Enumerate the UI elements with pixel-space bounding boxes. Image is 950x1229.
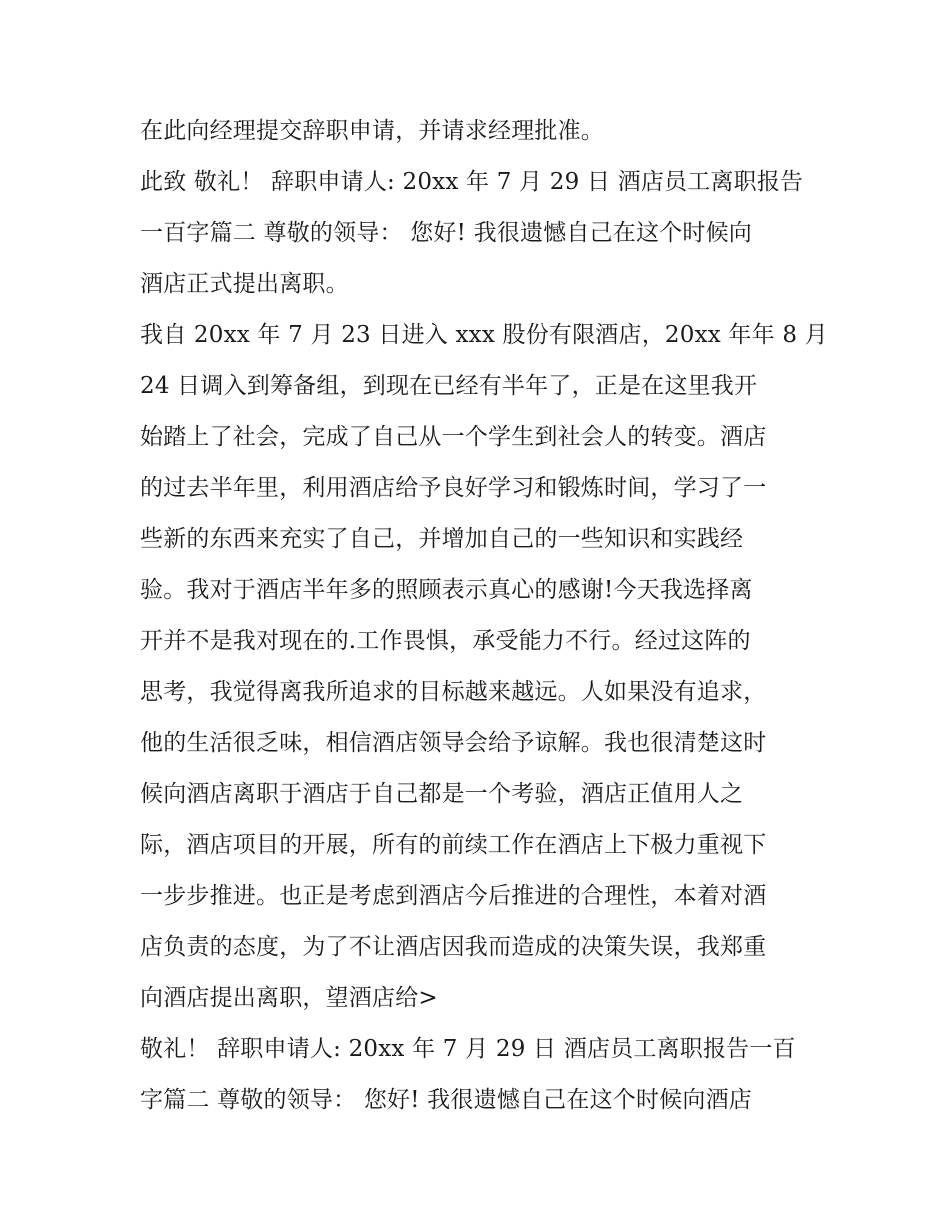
text-line: 验。我对于酒店半年多的照顾表示真心的感谢!今天我选择离 <box>140 577 753 603</box>
text-line: 酒店正式提出离职。 <box>140 271 349 297</box>
text-line: 始踏上了社会，完成了自己从一个学生到社会人的转变。酒店 <box>140 424 767 450</box>
text-line: 思考，我觉得离我所追求的目标越来越远。人如果没有追求， <box>140 679 767 705</box>
text-line: 他的生活很乏味，相信酒店领导会给予谅解。我也很清楚这时 <box>140 730 767 756</box>
text-line: 在此向经理提交辞职申请，并请求经理批准。 <box>140 118 604 144</box>
text-line: 向酒店提出离职，望酒店给> <box>140 985 438 1011</box>
text-line: 一百字篇二 尊敬的领导： 您好! 我很遗憾自己在这个时候向 <box>140 220 752 246</box>
text-line: 些新的东西来充实了自己，并增加自己的一些知识和实践经 <box>140 526 744 552</box>
text-line: 一步步推进。也正是考虑到酒店今后推进的合理性，本着对酒 <box>140 883 767 909</box>
text-line: 的过去半年里，利用酒店给予良好学习和锻炼时间，学习了一 <box>140 475 767 501</box>
text-line: 24 日调入到筹备组，到现在已经有半年了，正是在这里我开 <box>140 373 758 399</box>
text-line: 此致 敬礼！ 辞职申请人: 20xx 年 7 月 29 日 酒店员工离职报告 <box>140 169 804 195</box>
text-line: 字篇二 尊敬的领导： 您好! 我很遗憾自己在这个时候向酒店 <box>140 1087 752 1113</box>
text-line: 敬礼！ 辞职申请人: 20xx 年 7 月 29 日 酒店员工离职报告一百 <box>140 1036 796 1062</box>
text-line: 际，酒店项目的开展，所有的前续工作在酒店上下极力重视下 <box>140 832 767 858</box>
text-line: 候向酒店离职于酒店于自己都是一个考验，酒店正值用人之 <box>140 781 744 807</box>
text-line: 我自 20xx 年 7 月 23 日进入 xxx 股份有限酒店，20xx 年年 8 月 <box>140 322 828 348</box>
text-line: 开并不是我对现在的.工作畏惧，承受能力不行。经过这阵的 <box>140 628 751 654</box>
document-body <box>140 106 828 1126</box>
text-line: 店负责的态度，为了不让酒店因我而造成的决策失误，我郑重 <box>140 934 767 960</box>
